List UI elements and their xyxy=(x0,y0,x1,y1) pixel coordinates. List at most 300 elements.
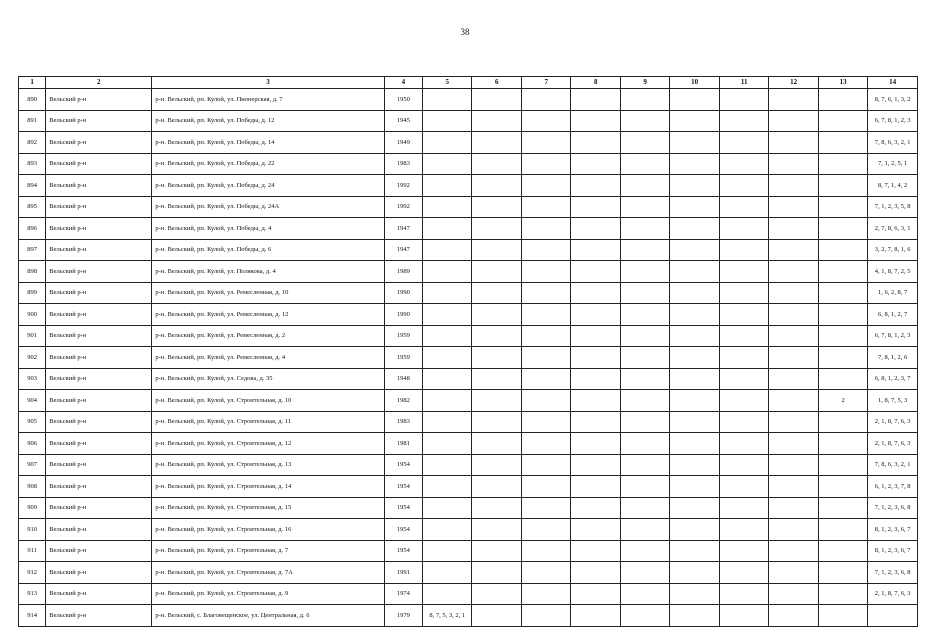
empty-cell xyxy=(521,583,570,605)
district-cell: Вельский р-н xyxy=(46,562,152,584)
empty-cell xyxy=(719,239,768,261)
year-cell: 1954 xyxy=(384,540,422,562)
row-number-cell: 897 xyxy=(19,239,46,261)
empty-cell xyxy=(769,368,818,390)
empty-cell xyxy=(719,175,768,197)
empty-cell xyxy=(521,89,570,111)
empty-cell xyxy=(521,476,570,498)
column-13-cell: 2 xyxy=(818,390,867,412)
empty-cell xyxy=(670,540,719,562)
year-cell: 1983 xyxy=(384,153,422,175)
address-cell: р-н. Вельский, рп. Кулой, ул. Строительная, д. 7 xyxy=(152,540,384,562)
column-5-cell xyxy=(423,368,472,390)
empty-cell xyxy=(620,562,669,584)
empty-cell xyxy=(620,605,669,627)
row-number-cell: 905 xyxy=(19,411,46,433)
empty-cell xyxy=(719,368,768,390)
empty-cell xyxy=(769,390,818,412)
table-row xyxy=(19,153,918,175)
table-row xyxy=(19,562,918,584)
empty-cell xyxy=(571,282,620,304)
empty-cell xyxy=(472,476,521,498)
empty-cell xyxy=(670,519,719,541)
table-row xyxy=(19,282,918,304)
empty-cell xyxy=(620,261,669,283)
empty-cell xyxy=(521,239,570,261)
empty-cell xyxy=(472,282,521,304)
empty-cell xyxy=(521,605,570,627)
empty-cell xyxy=(670,110,719,132)
row-number-cell: 891 xyxy=(19,110,46,132)
row-number-cell: 900 xyxy=(19,304,46,326)
column-14-cell: 1, 6, 2, 8, 7 xyxy=(868,282,918,304)
empty-cell xyxy=(571,175,620,197)
empty-cell xyxy=(620,239,669,261)
empty-cell xyxy=(670,89,719,111)
empty-cell xyxy=(769,132,818,154)
empty-cell xyxy=(620,368,669,390)
column-5-cell xyxy=(423,562,472,584)
column-14-cell: 4, 1, 8, 7, 2, 5 xyxy=(868,261,918,283)
table-row xyxy=(19,132,918,154)
row-number-cell: 899 xyxy=(19,282,46,304)
empty-cell xyxy=(670,325,719,347)
column-5-cell xyxy=(423,347,472,369)
address-cell: р-н. Вельский, рп. Кулой, ул. Полякова, д. 4 xyxy=(152,261,384,283)
column-header: 14 xyxy=(868,77,918,89)
empty-cell xyxy=(521,175,570,197)
year-cell: 1945 xyxy=(384,110,422,132)
address-cell: р-н. Вельский, рп. Кулой, ул. Пионерская, д. 7 xyxy=(152,89,384,111)
empty-cell xyxy=(620,454,669,476)
column-5-cell xyxy=(423,390,472,412)
row-number-cell: 910 xyxy=(19,519,46,541)
empty-cell xyxy=(571,368,620,390)
empty-cell xyxy=(769,282,818,304)
empty-cell xyxy=(620,218,669,240)
empty-cell xyxy=(620,390,669,412)
empty-cell xyxy=(620,347,669,369)
column-14-cell: 8, 1, 2, 3, 6, 7 xyxy=(868,519,918,541)
empty-cell xyxy=(521,433,570,455)
district-cell: Вельский р-н xyxy=(46,605,152,627)
column-5-cell xyxy=(423,540,472,562)
year-cell: 1954 xyxy=(384,476,422,498)
table-row xyxy=(19,411,918,433)
empty-cell xyxy=(472,325,521,347)
empty-cell xyxy=(670,347,719,369)
empty-cell xyxy=(719,519,768,541)
empty-cell xyxy=(571,132,620,154)
address-cell: р-н. Вельский, рп. Кулой, ул. Строительная, д. 16 xyxy=(152,519,384,541)
row-number-cell: 913 xyxy=(19,583,46,605)
empty-cell xyxy=(620,325,669,347)
column-14-cell: 8, 7, 6, 1, 3, 2 xyxy=(868,89,918,111)
empty-cell xyxy=(571,325,620,347)
column-13-cell xyxy=(818,368,867,390)
column-13-cell xyxy=(818,261,867,283)
empty-cell xyxy=(670,433,719,455)
district-cell: Вельский р-н xyxy=(46,390,152,412)
empty-cell xyxy=(571,540,620,562)
empty-cell xyxy=(521,325,570,347)
housing-register-table xyxy=(18,76,918,627)
empty-cell xyxy=(571,347,620,369)
address-cell: р-н. Вельский, рп. Кулой, ул. Ремесленная, д. 2 xyxy=(152,325,384,347)
column-13-cell xyxy=(818,304,867,326)
empty-cell xyxy=(769,89,818,111)
empty-cell xyxy=(472,261,521,283)
year-cell: 1992 xyxy=(384,196,422,218)
empty-cell xyxy=(620,540,669,562)
address-cell: р-н. Вельский, рп. Кулой, ул. Строительная, д. 14 xyxy=(152,476,384,498)
column-header: 1 xyxy=(19,77,46,89)
year-cell: 1954 xyxy=(384,519,422,541)
table-row xyxy=(19,261,918,283)
column-13-cell xyxy=(818,153,867,175)
empty-cell xyxy=(472,497,521,519)
empty-cell xyxy=(472,583,521,605)
column-5-cell xyxy=(423,454,472,476)
row-number-cell: 911 xyxy=(19,540,46,562)
empty-cell xyxy=(769,304,818,326)
empty-cell xyxy=(521,304,570,326)
column-14-cell: 6, 8, 1, 2, 3, 7 xyxy=(868,368,918,390)
empty-cell xyxy=(719,433,768,455)
empty-cell xyxy=(571,304,620,326)
empty-cell xyxy=(521,497,570,519)
empty-cell xyxy=(472,239,521,261)
empty-cell xyxy=(670,476,719,498)
empty-cell xyxy=(521,411,570,433)
empty-cell xyxy=(571,390,620,412)
year-cell: 1979 xyxy=(384,605,422,627)
empty-cell xyxy=(769,605,818,627)
empty-cell xyxy=(472,390,521,412)
empty-cell xyxy=(719,282,768,304)
address-cell: р-н. Вельский, рп. Кулой, ул. Ремесленная, д. 4 xyxy=(152,347,384,369)
year-cell: 1983 xyxy=(384,411,422,433)
empty-cell xyxy=(472,347,521,369)
address-cell: р-н. Вельский, рп. Кулой, ул. Строительная, д. 10 xyxy=(152,390,384,412)
column-5-cell xyxy=(423,497,472,519)
empty-cell xyxy=(769,153,818,175)
row-number-cell: 909 xyxy=(19,497,46,519)
column-14-cell xyxy=(868,605,918,627)
column-5-cell xyxy=(423,433,472,455)
empty-cell xyxy=(620,89,669,111)
address-cell: р-н. Вельский, рп. Кулой, ул. Строительная, д. 11 xyxy=(152,411,384,433)
district-cell: Вельский р-н xyxy=(46,239,152,261)
year-cell: 1990 xyxy=(384,282,422,304)
column-13-cell xyxy=(818,218,867,240)
empty-cell xyxy=(670,175,719,197)
year-cell: 1959 xyxy=(384,347,422,369)
column-14-cell: 6, 7, 8, 1, 2, 3 xyxy=(868,325,918,347)
column-13-cell xyxy=(818,605,867,627)
address-cell: р-н. Вельский, рп. Кулой, ул. Победы, д. 22 xyxy=(152,153,384,175)
column-header: 4 xyxy=(384,77,422,89)
row-number-cell: 895 xyxy=(19,196,46,218)
empty-cell xyxy=(571,605,620,627)
empty-cell xyxy=(769,175,818,197)
empty-cell xyxy=(521,132,570,154)
table-row xyxy=(19,368,918,390)
year-cell: 1954 xyxy=(384,454,422,476)
column-5-cell xyxy=(423,196,472,218)
empty-cell xyxy=(620,519,669,541)
empty-cell xyxy=(719,110,768,132)
empty-cell xyxy=(719,605,768,627)
empty-cell xyxy=(719,304,768,326)
empty-cell xyxy=(521,218,570,240)
empty-cell xyxy=(620,497,669,519)
empty-cell xyxy=(719,562,768,584)
year-cell: 1989 xyxy=(384,261,422,283)
column-5-cell xyxy=(423,218,472,240)
column-5-cell xyxy=(423,325,472,347)
column-13-cell xyxy=(818,175,867,197)
row-number-cell: 904 xyxy=(19,390,46,412)
empty-cell xyxy=(670,218,719,240)
column-14-cell: 7, 8, 6, 3, 2, 1 xyxy=(868,454,918,476)
empty-cell xyxy=(769,562,818,584)
row-number-cell: 901 xyxy=(19,325,46,347)
column-13-cell xyxy=(818,497,867,519)
column-14-cell: 6, 1, 2, 3, 7, 8 xyxy=(868,476,918,498)
empty-cell xyxy=(719,411,768,433)
column-header: 12 xyxy=(769,77,818,89)
empty-cell xyxy=(670,261,719,283)
column-13-cell xyxy=(818,239,867,261)
empty-cell xyxy=(769,239,818,261)
empty-cell xyxy=(670,239,719,261)
year-cell: 1949 xyxy=(384,132,422,154)
table-row xyxy=(19,454,918,476)
table-row xyxy=(19,476,918,498)
column-header: 9 xyxy=(620,77,669,89)
empty-cell xyxy=(769,110,818,132)
empty-cell xyxy=(571,519,620,541)
empty-cell xyxy=(620,196,669,218)
empty-cell xyxy=(769,497,818,519)
empty-cell xyxy=(670,304,719,326)
empty-cell xyxy=(521,368,570,390)
empty-cell xyxy=(620,132,669,154)
row-number-cell: 894 xyxy=(19,175,46,197)
column-13-cell xyxy=(818,583,867,605)
table-row xyxy=(19,239,918,261)
column-5-cell xyxy=(423,261,472,283)
column-13-cell xyxy=(818,562,867,584)
table-row xyxy=(19,433,918,455)
empty-cell xyxy=(521,562,570,584)
empty-cell xyxy=(620,175,669,197)
column-14-cell: 2, 1, 8, 7, 6, 3 xyxy=(868,583,918,605)
row-number-cell: 903 xyxy=(19,368,46,390)
empty-cell xyxy=(719,540,768,562)
empty-cell xyxy=(769,261,818,283)
table-row xyxy=(19,497,918,519)
empty-cell xyxy=(521,540,570,562)
column-13-cell xyxy=(818,282,867,304)
district-cell: Вельский р-н xyxy=(46,218,152,240)
address-cell: р-н. Вельский, рп. Кулой, ул. Строительная, д. 12 xyxy=(152,433,384,455)
empty-cell xyxy=(719,390,768,412)
empty-cell xyxy=(620,282,669,304)
empty-cell xyxy=(472,175,521,197)
column-13-cell xyxy=(818,433,867,455)
district-cell: Вельский р-н xyxy=(46,261,152,283)
address-cell: р-н. Вельский, рп. Кулой, ул. Победы, д. 14 xyxy=(152,132,384,154)
empty-cell xyxy=(472,519,521,541)
empty-cell xyxy=(769,540,818,562)
empty-cell xyxy=(571,239,620,261)
table-row xyxy=(19,540,918,562)
district-cell: Вельский р-н xyxy=(46,89,152,111)
district-cell: Вельский р-н xyxy=(46,175,152,197)
district-cell: Вельский р-н xyxy=(46,454,152,476)
district-cell: Вельский р-н xyxy=(46,497,152,519)
table-row xyxy=(19,583,918,605)
empty-cell xyxy=(620,433,669,455)
empty-cell xyxy=(620,153,669,175)
column-13-cell xyxy=(818,347,867,369)
year-cell: 1947 xyxy=(384,239,422,261)
empty-cell xyxy=(620,476,669,498)
column-5-cell xyxy=(423,282,472,304)
empty-cell xyxy=(670,368,719,390)
column-13-cell xyxy=(818,196,867,218)
column-14-cell: 1, 8, 7, 5, 3 xyxy=(868,390,918,412)
empty-cell xyxy=(571,411,620,433)
row-number-cell: 902 xyxy=(19,347,46,369)
page-number: 38 xyxy=(460,27,470,37)
empty-cell xyxy=(521,454,570,476)
year-cell: 1947 xyxy=(384,218,422,240)
district-cell: Вельский р-н xyxy=(46,153,152,175)
year-cell: 1982 xyxy=(384,390,422,412)
column-5-cell xyxy=(423,110,472,132)
column-header: 2 xyxy=(46,77,152,89)
column-13-cell xyxy=(818,325,867,347)
empty-cell xyxy=(670,454,719,476)
empty-cell xyxy=(719,347,768,369)
district-cell: Вельский р-н xyxy=(46,583,152,605)
empty-cell xyxy=(472,368,521,390)
address-cell: р-н. Вельский, рп. Кулой, ул. Победы, д. 12 xyxy=(152,110,384,132)
empty-cell xyxy=(472,605,521,627)
column-header: 13 xyxy=(818,77,867,89)
empty-cell xyxy=(670,390,719,412)
column-13-cell xyxy=(818,411,867,433)
empty-cell xyxy=(719,583,768,605)
empty-cell xyxy=(571,196,620,218)
district-cell: Вельский р-н xyxy=(46,368,152,390)
table-row xyxy=(19,175,918,197)
empty-cell xyxy=(571,261,620,283)
address-cell: р-н. Вельский, рп. Кулой, ул. Ремесленная, д. 10 xyxy=(152,282,384,304)
row-number-cell: 906 xyxy=(19,433,46,455)
address-cell: р-н. Вельский, рп. Кулой, ул. Победы, д. 4 xyxy=(152,218,384,240)
empty-cell xyxy=(472,196,521,218)
column-5-cell xyxy=(423,239,472,261)
empty-cell xyxy=(769,325,818,347)
column-5-cell xyxy=(423,89,472,111)
column-5-cell xyxy=(423,132,472,154)
empty-cell xyxy=(719,196,768,218)
address-cell: р-н. Вельский, рп. Кулой, ул. Победы, д. 24 xyxy=(152,175,384,197)
empty-cell xyxy=(521,110,570,132)
empty-cell xyxy=(620,304,669,326)
column-5-cell xyxy=(423,519,472,541)
empty-cell xyxy=(521,390,570,412)
empty-cell xyxy=(571,433,620,455)
address-cell: р-н. Вельский, рп. Кулой, ул. Победы, д. 24А xyxy=(152,196,384,218)
column-13-cell xyxy=(818,89,867,111)
empty-cell xyxy=(571,497,620,519)
column-14-cell: 7, 8, 1, 2, 6 xyxy=(868,347,918,369)
empty-cell xyxy=(472,89,521,111)
empty-cell xyxy=(472,454,521,476)
empty-cell xyxy=(521,282,570,304)
table-row xyxy=(19,325,918,347)
column-5-cell xyxy=(423,411,472,433)
empty-cell xyxy=(719,454,768,476)
column-14-cell: 7, 1, 2, 3, 6, 8 xyxy=(868,562,918,584)
empty-cell xyxy=(472,110,521,132)
year-cell: 1974 xyxy=(384,583,422,605)
column-5-cell xyxy=(423,175,472,197)
district-cell: Вельский р-н xyxy=(46,476,152,498)
column-13-cell xyxy=(818,110,867,132)
column-14-cell: 6, 8, 1, 2, 7 xyxy=(868,304,918,326)
year-cell: 1959 xyxy=(384,325,422,347)
empty-cell xyxy=(719,476,768,498)
empty-cell xyxy=(769,519,818,541)
year-cell: 1992 xyxy=(384,175,422,197)
district-cell: Вельский р-н xyxy=(46,540,152,562)
address-cell: р-н. Вельский, рп. Кулой, ул. Строительная, д. 15 xyxy=(152,497,384,519)
table-row xyxy=(19,218,918,240)
empty-cell xyxy=(472,433,521,455)
column-14-cell: 7, 1, 2, 3, 6, 8 xyxy=(868,497,918,519)
column-14-cell: 2, 7, 8, 6, 3, 1 xyxy=(868,218,918,240)
column-5-cell xyxy=(423,153,472,175)
empty-cell xyxy=(719,497,768,519)
column-header: 3 xyxy=(152,77,384,89)
empty-cell xyxy=(670,153,719,175)
empty-cell xyxy=(521,196,570,218)
row-number-cell: 892 xyxy=(19,132,46,154)
empty-cell xyxy=(670,132,719,154)
column-header: 5 xyxy=(423,77,472,89)
column-13-cell xyxy=(818,476,867,498)
district-cell: Вельский р-н xyxy=(46,110,152,132)
empty-cell xyxy=(670,282,719,304)
district-cell: Вельский р-н xyxy=(46,196,152,218)
column-header: 11 xyxy=(719,77,768,89)
empty-cell xyxy=(472,562,521,584)
empty-cell xyxy=(472,411,521,433)
row-number-cell: 896 xyxy=(19,218,46,240)
empty-cell xyxy=(719,153,768,175)
district-cell: Вельский р-н xyxy=(46,304,152,326)
column-header: 7 xyxy=(521,77,570,89)
empty-cell xyxy=(769,196,818,218)
row-number-cell: 907 xyxy=(19,454,46,476)
empty-cell xyxy=(670,411,719,433)
